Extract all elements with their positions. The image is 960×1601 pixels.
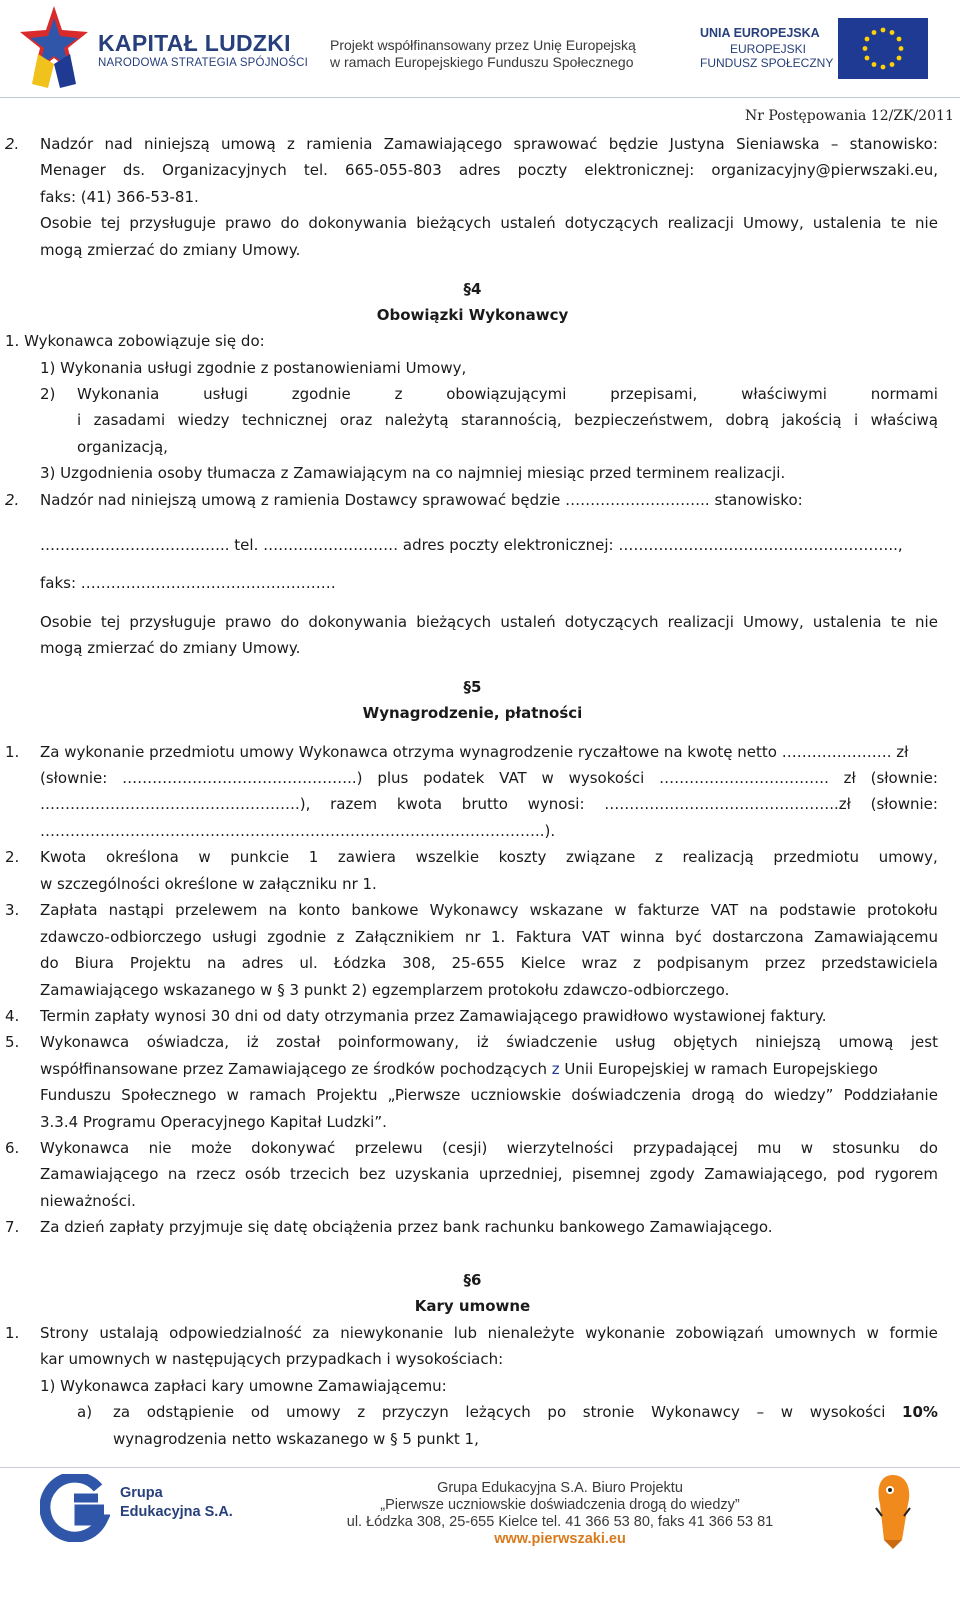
word: leżących [465,1403,531,1421]
word: do [744,1086,764,1104]
word: Umowy, [743,613,804,631]
item-number: 2. [5,848,20,866]
word: nad [104,135,133,153]
word: umowy, [878,848,938,866]
word: został [276,1033,321,1051]
word: Zamawiającemu [814,928,938,946]
word: usługi [203,385,248,403]
word: oświadcza, [146,1033,229,1051]
word: obowiązującymi [446,385,567,403]
word: Biura [74,954,114,972]
word: ……………………………. [659,769,829,787]
word: Osobie [40,613,92,631]
section-number: §6 [463,1271,482,1289]
eu-flag-icon [838,18,928,79]
word: Załącznikiem [354,928,455,946]
word: określona [105,848,179,866]
word: ul. [299,954,318,972]
word: – [756,1403,765,1421]
word: wraz [581,954,618,972]
word: będzie [608,135,659,153]
word: stosunku [832,1139,900,1157]
word: odpowiedzialność [169,1324,302,1342]
word: na [749,901,769,919]
word: „Pierwsze [387,1086,461,1104]
word: zdawczo-odbiorczego [40,928,202,946]
word: Umowy, [743,214,804,232]
footer-divider [0,1467,960,1468]
section-title: Kary umowne [414,1297,531,1315]
word: ………………………………………..) [122,769,363,787]
item-number: 7. [5,1218,20,1236]
word: dotyczących [564,613,659,631]
text-line: nieważności. [40,1192,136,1210]
word: kwota [396,795,443,813]
list-item: 1) Wykonawca zapłaci kary umowne Zamawiającemu: [40,1377,447,1395]
word: Zamawiającego [383,135,503,153]
word: bieżących [416,613,492,631]
text-line [40,900,938,920]
word: wysokości [568,769,645,787]
word: niniejszą [144,135,210,153]
word: VAT [582,928,610,946]
word: przysługuje [129,214,216,232]
item-number: 2. [5,135,20,153]
word: Wykonawca [40,1033,130,1051]
eu-fund-name: EUROPEJSKI FUNDUSZ SPOŁECZNY [700,42,834,70]
word: do [919,1139,938,1157]
word: umownych [774,1324,857,1342]
word: właściwymi [741,385,827,403]
header-divider [0,97,960,98]
kapital-ludzki-logo-icon [18,4,88,92]
text-line: Nadzór nad niniejszą umową z ramienia Dostawcy sprawować będzie ……………………….. stanowisko: [40,491,803,509]
word: przelewem [175,901,258,919]
item-number: 1. [5,743,20,761]
word: te [890,613,906,631]
word: ustaleń [500,613,556,631]
word: technicznej [241,411,328,429]
list-item: 1) Wykonania usługi zgodnie z postanowieniami Umowy, [40,359,467,377]
word: 665-055-803 [345,161,442,179]
item-number: 3. [5,901,20,919]
word: (słownie: [870,769,938,787]
text-line: organizacją, [77,438,168,456]
word: plus [377,769,409,787]
word: tej [100,214,121,232]
text-line: współfinansowane przez Zamawiającego ze środków pochodzących z Unii Europejskiej w ramach Europejskiego [40,1060,878,1078]
word: do [40,954,59,972]
word: Kielce [520,954,566,972]
text-line: 1. Wykonawca zobowiązuje się do: [5,332,265,350]
word: jakością [781,411,842,429]
word: zobowiązań [675,1324,764,1342]
text-line: Za dzień zapłaty przyjmuje się datę obciążenia przez bank rachunku bankowego Zamawiającego. [40,1218,773,1236]
word: mu [757,1139,782,1157]
section-title: Obowiązki Wykonawcy [376,306,569,324]
word: uczniowskie [470,1086,562,1104]
word: przedmiotu [773,848,859,866]
word: pod [836,1165,866,1183]
word: elektronicznej: [584,161,695,179]
word: dokonywać [251,1139,336,1157]
word: Wykonawcy [429,901,519,919]
word: wysokości [809,1403,886,1421]
word: dotyczących [564,214,659,232]
text-line [40,213,938,233]
word: doświadczenia [571,1086,682,1104]
word: uzyskania [394,1165,470,1183]
word: nr [464,928,481,946]
word: bez [358,1165,386,1183]
word: 1. [490,928,506,946]
word: jest [910,1033,938,1051]
text-line [40,160,938,180]
word: w [541,769,554,787]
grupa-edukacyjna-name: Grupa Edukacyjna S.A. [120,1485,233,1520]
text-line [40,134,938,154]
word: podstawie [779,901,856,919]
word: 25-655 [451,954,505,972]
word: Projektu [129,954,192,972]
word: ustalenia [812,613,882,631]
word: nie [148,1139,172,1157]
item-number: 2) [40,385,56,403]
word: z [336,928,345,946]
word: zł [843,769,856,787]
word: – [830,135,839,153]
word: i [77,411,82,429]
word: po [547,1403,567,1421]
word: wierzytelności [506,1139,614,1157]
page-header [0,0,960,112]
word: wskazane [529,901,604,919]
text-line: faks: …………………………………………… [40,574,336,592]
word: pisemnej [572,1165,641,1183]
word: Funduszu [40,1086,112,1104]
item-number: 6. [5,1139,20,1157]
word: uprzedniej, [478,1165,563,1183]
word: iż [476,1033,489,1051]
word: usługi [212,928,257,946]
word: na [268,901,288,919]
word: zasadami [93,411,166,429]
word: rzecz [196,1165,236,1183]
word: z [357,1403,366,1421]
word: Organizacyjnych [162,161,287,179]
item-number: 4. [5,1007,20,1025]
word: Nadzór [40,135,94,153]
word: nie [915,613,938,631]
word: umowy [286,1403,341,1421]
word: wiedzy” [773,1086,834,1104]
text-line: wynagrodzenia netto wskazanego w § 5 punkt 1, [113,1430,479,1448]
text-line: mogą zmierzać do zmiany Umowy. [40,639,301,657]
word: osób [244,1165,281,1183]
word: w [614,901,627,919]
word: zgodnie [291,385,351,403]
project-funding-note: Projekt współfinansowany przez Unię Europejską w ramach Europejskiego Funduszu Społecznego [330,37,636,70]
word: oraz [339,411,373,429]
word: Faktura [515,928,572,946]
item-number: a) [77,1403,93,1421]
word: Kwota [40,848,87,866]
word: dobrą [725,411,770,429]
word: adres [241,954,284,972]
word: Strony [40,1324,89,1342]
kapital-ludzki-subtitle: NARODOWA STRATEGIA SPÓJNOŚCI [98,57,309,69]
word: rygorem [874,1165,938,1183]
word: w [866,1324,879,1342]
word: przez [764,954,806,972]
word: przelewu [354,1139,423,1157]
word: punkcie [230,848,290,866]
word: bankowe [351,901,419,919]
text-line: 3.3.4 Programu Operacyjnego Kapitał Ludzki”. [40,1113,387,1131]
text-line [40,768,938,788]
word: koszty [498,848,547,866]
word: organizacyjny@pierwszaki.eu, [711,161,938,179]
text-line [40,794,938,814]
mascot-pencil-icon [868,1470,918,1550]
word: 1 [308,848,319,866]
text-line [77,384,938,404]
word: Justyna [669,135,725,153]
text-line: ………………………………………………………………………………………..). [40,822,556,840]
word: bezpieczeństwem, [574,411,714,429]
text-line: mogą zmierzać do zmiany Umowy. [40,241,301,259]
word: świadczenie [506,1033,598,1051]
procedure-number: Nr Postępowania 12/ZK/2011 [745,108,954,124]
word: protokołu [867,901,938,919]
word: odstąpienie [146,1403,235,1421]
word: drogą [691,1086,735,1104]
word: zgody [649,1165,695,1183]
word: Społecznego [121,1086,217,1104]
word: Wykonania [77,385,160,403]
word: może [190,1139,232,1157]
text-line [77,410,938,430]
word: właściwą [870,411,938,429]
word: umową [838,1033,894,1051]
word: Wykonawca [40,1139,130,1157]
word: 308, [402,954,436,972]
word: VAT [499,769,527,787]
text-line: za odstąpienie od umowy z przyczyn leżących po stronie Wykonawcy – w wysokości 10% [113,1403,938,1421]
word: z [287,135,295,153]
word: niniejszą [755,1033,821,1051]
word: usług [615,1033,656,1051]
word: na [207,954,226,972]
word: za [113,1403,131,1421]
word: wykonanie [585,1324,666,1342]
word: bieżących [416,214,492,232]
word: tej [100,613,121,631]
word: realizacją [682,848,754,866]
word: z [654,848,663,866]
grupa-edukacyjna-logo-icon [40,1474,110,1542]
footer-address: Grupa Edukacyjna S.A. Biuro Projektu „Pierwsze uczniowskie doświadczenia drogą do wiedzy” ul. Łódzka 308, 25-655 Kielce tel. 41 366 53 80, faks 41 366 53 81 www.pierwszaki.eu [300,1480,820,1548]
text-line [40,1323,938,1343]
word: tel. [303,161,328,179]
word: objętych [673,1033,738,1051]
word: formie [889,1324,938,1342]
text-line [40,847,938,867]
word: trzecich [290,1165,350,1183]
text-line: kar umownych w następujących przypadkach i wysokościach: [40,1350,504,1368]
word: w [800,1139,814,1157]
word: brutto [461,795,508,813]
word: realizacji [667,613,734,631]
section-number: §4 [463,280,482,298]
word: przepisami, [610,385,698,403]
word: ………………………………………..zł [604,795,851,813]
word: (cesji) [442,1139,488,1157]
word: Sieniawska [736,135,820,153]
word: fakturze [637,901,700,919]
word: Osobie [40,214,92,232]
word: wiedzy [177,411,230,429]
word: poczty [517,161,568,179]
word: być [675,928,702,946]
text-line: faks: (41) 366-53-81. [40,188,199,206]
word: zgodnie [267,928,327,946]
word: VAT [710,901,739,919]
word: podatek [423,769,485,787]
word: do [280,613,300,631]
text-line [40,1085,938,1105]
word: przypadającej [632,1139,738,1157]
word: wynosi: [527,795,585,813]
text-line: Zamawiającego wskazanego w § 3 punkt 2) egzemplarzem protokołu zdawczo-odbiorczego. [40,981,730,999]
eu-title: UNIA EUROPEJSKA [700,26,820,40]
word: ramach [249,1086,307,1104]
word: nastąpi [108,901,164,919]
word: konto [298,901,341,919]
section-title: Wynagrodzenie, płatności [362,704,583,722]
kapital-ludzki-title: KAPITAŁ LUDZKI [98,30,291,56]
word: nienależyte [487,1324,575,1342]
word: dostarczona [712,928,804,946]
text-line: ……………………………….. tel. ……………………… adres poczty elektronicznej: ……………………………………………….., [40,536,903,554]
item-number: 1. [5,1324,20,1342]
word: razem [330,795,378,813]
word: dokonywania [308,214,408,232]
word: normami [870,385,938,403]
word: Wykonawcy [651,1403,740,1421]
word: Zamawiającego [40,1165,159,1183]
word: adres [458,161,501,179]
word: Łódzka [333,954,387,972]
word: przysługuje [129,613,216,631]
word: prawo [224,214,272,232]
text-line [40,1032,938,1052]
word: ustaleń [500,214,556,232]
word: od [250,1403,270,1421]
word: niewykonanie [340,1324,444,1342]
list-item: 3) Uzgodnienia osoby tłumacza z Zamawiającym na co najmniej miesiąc przed terminem realizacji. [40,464,786,482]
word: stronie [582,1403,635,1421]
word: na [167,1165,187,1183]
text-line [40,1164,938,1184]
word: ds. [122,161,146,179]
word: w [198,848,211,866]
word: w [780,1403,794,1421]
word: i [854,411,859,429]
word: Menager [40,161,106,179]
text-line [40,612,938,632]
text-line: Termin zapłaty wynosi 30 dni od daty otrzymania przez Zamawiającego prawidłowo wystawionej faktury. [40,1007,827,1025]
word: zawiera [337,848,396,866]
word: realizacji [667,214,734,232]
word: (słownie: [870,795,938,813]
word: ustalają [99,1324,159,1342]
word: Zamawiającego, [704,1165,828,1183]
word: umową [220,135,276,153]
footer-url: www.pierwszaki.eu [494,1531,626,1547]
word: z [632,954,641,972]
word: prawo [224,613,272,631]
word: przyczyn [381,1403,449,1421]
word: Poddziałanie [843,1086,938,1104]
word: z [394,385,403,403]
item-number: 2. [5,491,20,509]
word: wszelkie [415,848,480,866]
word: starannością, [461,411,562,429]
word: Zapłata [40,901,98,919]
text-line [40,1138,938,1158]
word: lub [453,1324,477,1342]
text-line [40,953,938,973]
word: (słownie: [40,769,108,787]
word: ustalenia [812,214,882,232]
text-line: w szczególności określone w załączniku nr 1. [40,875,377,893]
word: za [312,1324,330,1342]
section-number: §5 [463,678,482,696]
word: przedstawiciela [821,954,938,972]
word: iż [246,1033,259,1051]
word: w [226,1086,239,1104]
word: te [890,214,906,232]
word: poinformowany, [337,1033,460,1051]
word: dokonywania [308,613,408,631]
word: Projektu [316,1086,378,1104]
text-line: Za wykonanie przedmiotu umowy Wykonawca otrzyma wynagrodzenie ryczałtowe na kwotę netto …………………. zł [40,743,909,761]
word: stanowisko: [849,135,938,153]
word: …………………………………………….), [40,795,311,813]
word: ramienia [306,135,373,153]
word: związane [566,848,636,866]
word: nie [915,214,938,232]
word: sprawować [513,135,598,153]
word: należytą [384,411,449,429]
item-number: 5. [5,1033,20,1051]
word: podpisanym [656,954,749,972]
text-line [40,927,938,947]
word: winna [620,928,665,946]
word: do [280,214,300,232]
